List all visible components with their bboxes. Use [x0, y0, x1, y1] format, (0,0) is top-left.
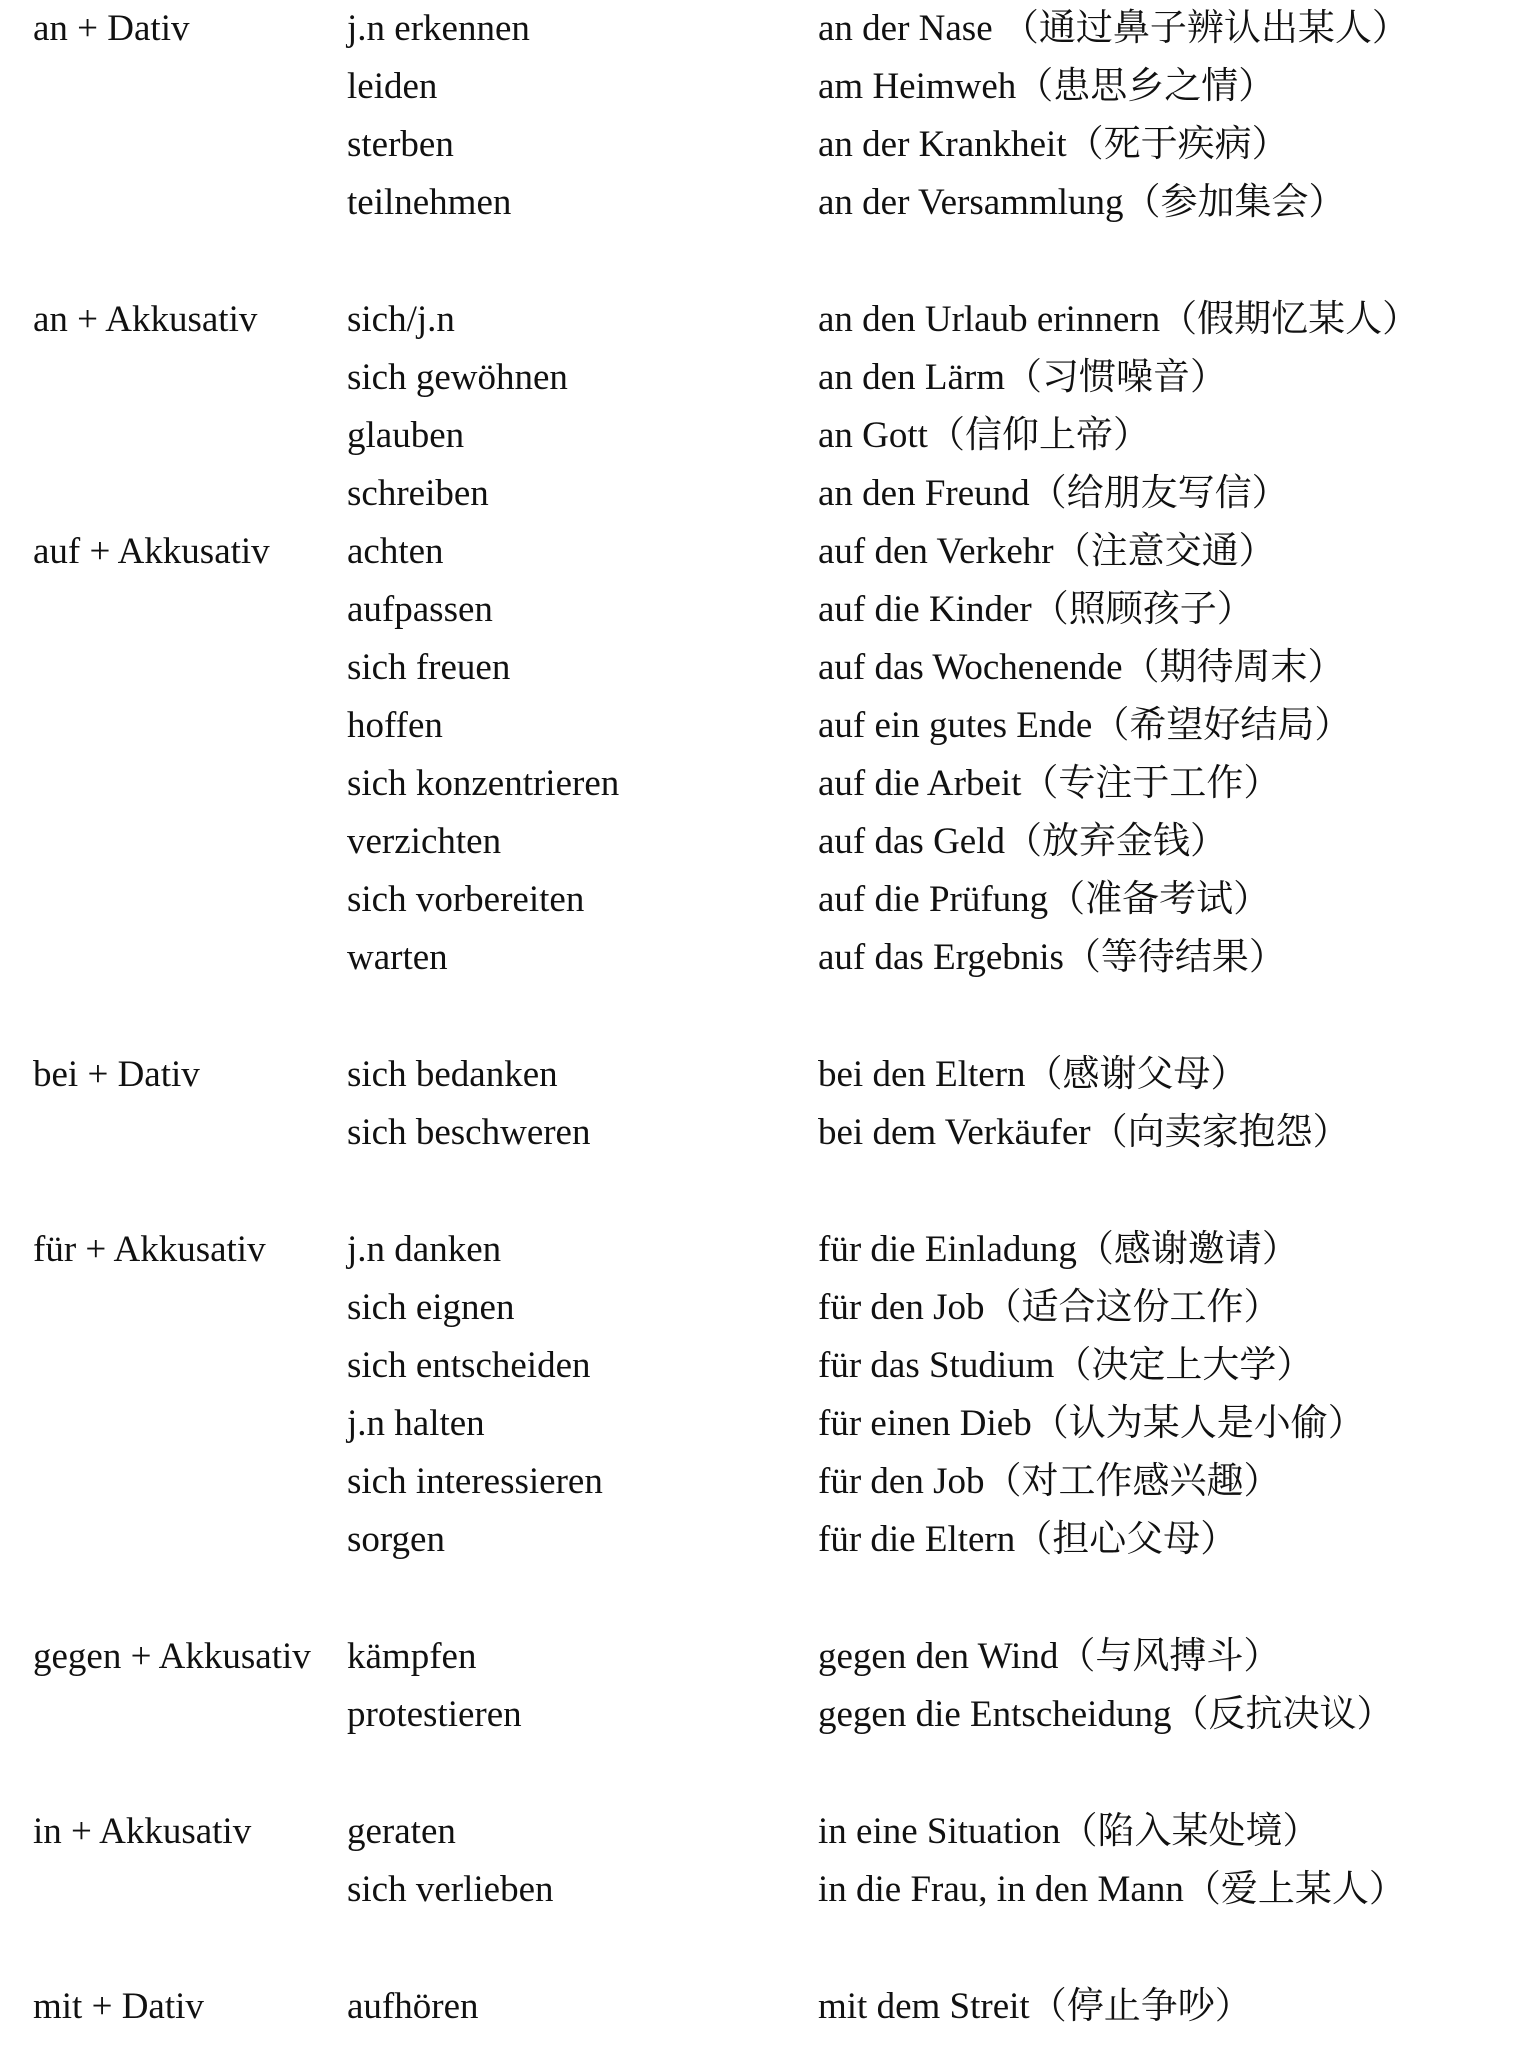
verb-label: sich eignen	[347, 1287, 515, 1328]
example-text: für den Job（适合这份工作）	[818, 1287, 1281, 1328]
list-item	[0, 116, 1536, 174]
example-text: an der Krankheit（死于疾病）	[818, 124, 1289, 165]
example-text: auf das Wochenende（期待周末）	[818, 647, 1345, 688]
verb-label: sich entscheiden	[347, 1345, 591, 1386]
example-text: für die Einladung（感谢邀请）	[818, 1229, 1299, 1270]
example-text: mit dem Streit（停止争吵）	[818, 1986, 1252, 2027]
list-item	[0, 1978, 1536, 2036]
verb-label: sich verlieben	[347, 1869, 554, 1910]
example-text: auf die Kinder（照顾孩子）	[818, 589, 1254, 630]
example-text: auf das Ergebnis（等待结果）	[818, 937, 1286, 978]
verb-label: sich bedanken	[347, 1054, 558, 1095]
example-text: auf das Geld（放弃金钱）	[818, 821, 1227, 862]
list-item	[0, 929, 1536, 987]
example-text: an den Urlaub erinnern（假期忆某人）	[818, 299, 1420, 340]
verb-label: j.n halten	[347, 1403, 485, 1444]
verb-label: protestieren	[347, 1694, 522, 1735]
verb-label: j.n erkennen	[347, 8, 530, 49]
verb-label: kämpfen	[347, 1636, 477, 1677]
verb-label: teilnehmen	[347, 182, 512, 223]
verb-label: sich/j.n	[347, 299, 455, 340]
example-text: gegen den Wind（与风搏斗）	[818, 1636, 1281, 1677]
verb-label: sich vorbereiten	[347, 879, 585, 920]
list-item	[0, 1279, 1536, 1337]
example-text: bei den Eltern（感谢父母）	[818, 1054, 1248, 1095]
list-item	[0, 465, 1536, 523]
verb-label: sich beschweren	[347, 1112, 591, 1153]
example-text: für einen Dieb（认为某人是小偷）	[818, 1403, 1365, 1444]
list-item	[0, 407, 1536, 465]
list-item	[0, 58, 1536, 116]
verb-label: verzichten	[347, 821, 502, 862]
preposition-label: an + Dativ	[33, 8, 190, 49]
example-text: auf die Arbeit（专注于工作）	[818, 763, 1281, 804]
verb-label: sterben	[347, 124, 454, 165]
preposition-label: für + Akkusativ	[33, 1229, 266, 1270]
preposition-label: an + Akkusativ	[33, 299, 258, 340]
preposition-label: gegen + Akkusativ	[33, 1636, 311, 1677]
verb-label: schreiben	[347, 473, 489, 514]
example-text: an den Lärm（习惯噪音）	[818, 357, 1227, 398]
verb-label: aufhören	[347, 1986, 479, 2027]
verb-label: geraten	[347, 1811, 456, 1852]
verb-label: hoffen	[347, 705, 443, 746]
verb-label: sorgen	[347, 1519, 445, 1560]
list-item	[0, 1686, 1536, 1744]
preposition-label: bei + Dativ	[33, 1054, 200, 1095]
verb-label: j.n danken	[347, 1229, 502, 1270]
example-text: in eine Situation（陷入某处境）	[818, 1811, 1320, 1852]
example-text: an der Nase （通过鼻子辨认出某人）	[818, 8, 1409, 49]
list-item	[0, 581, 1536, 639]
verb-label: warten	[347, 937, 448, 978]
example-text: an Gott（信仰上帝）	[818, 415, 1150, 456]
list-item	[0, 1511, 1536, 1569]
list-item	[0, 1221, 1536, 1279]
verb-label: sich gewöhnen	[347, 357, 568, 398]
list-item	[0, 1628, 1536, 1686]
example-text: am Heimweh（患思乡之情）	[818, 66, 1276, 107]
preposition-label: mit + Dativ	[33, 1986, 204, 2027]
list-item	[0, 349, 1536, 407]
example-text: an der Versammlung（参加集会）	[818, 182, 1346, 223]
list-item	[0, 1395, 1536, 1453]
example-text: für die Eltern（担心父母）	[818, 1519, 1238, 1560]
list-item	[0, 0, 1536, 58]
list-item	[0, 1803, 1536, 1861]
example-text: auf die Prüfung（准备考试）	[818, 879, 1271, 920]
verb-label: aufpassen	[347, 589, 493, 630]
list-item	[0, 871, 1536, 929]
verb-label: leiden	[347, 66, 438, 107]
example-text: an den Freund（给朋友写信）	[818, 473, 1289, 514]
example-text: gegen die Entscheidung（反抗决议）	[818, 1694, 1394, 1735]
list-item	[0, 697, 1536, 755]
list-item	[0, 1861, 1536, 1919]
list-item	[0, 1046, 1536, 1104]
verb-label: sich freuen	[347, 647, 511, 688]
preposition-label: in + Akkusativ	[33, 1811, 252, 1852]
verb-label: sich interessieren	[347, 1461, 603, 1502]
preposition-label: auf + Akkusativ	[33, 531, 270, 572]
list-item	[0, 639, 1536, 697]
list-item	[0, 813, 1536, 871]
example-text: für das Studium（决定上大学）	[818, 1345, 1314, 1386]
list-item	[0, 523, 1536, 581]
list-item	[0, 1104, 1536, 1162]
example-text: auf den Verkehr（注意交通）	[818, 531, 1276, 572]
example-text: in die Frau, in den Mann（爱上某人）	[818, 1869, 1406, 1910]
list-item	[0, 755, 1536, 813]
list-item	[0, 1453, 1536, 1511]
verb-label: sich konzentrieren	[347, 763, 620, 804]
example-text: für den Job（对工作感兴趣）	[818, 1461, 1281, 1502]
list-item	[0, 174, 1536, 232]
verb-label: achten	[347, 531, 444, 572]
example-text: auf ein gutes Ende（希望好结局）	[818, 705, 1352, 746]
example-text: bei dem Verkäufer（向卖家抱怨）	[818, 1112, 1350, 1153]
list-item	[0, 1337, 1536, 1395]
list-item	[0, 291, 1536, 349]
verb-label: glauben	[347, 415, 465, 456]
